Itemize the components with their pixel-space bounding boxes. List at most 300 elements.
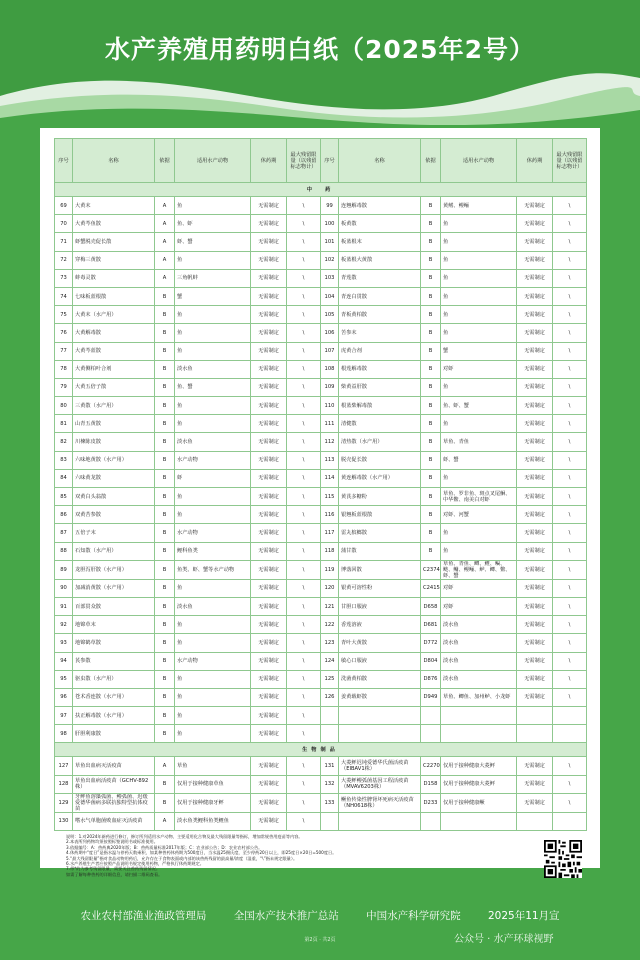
cell-withdrawal: 无需制定 [517, 793, 553, 812]
cell-index: 96 [55, 688, 73, 706]
note-line: 5.“最大残留限量”指对食品动物用药后，允许存在于食物表面或内部的该兽药残留的最高量/浓度（湿重，“\”指未规定限量）。 [66, 855, 298, 861]
cell-index: 86 [55, 506, 73, 524]
cell-name: 雷丸槟榔散 [339, 524, 421, 542]
cell-basis: C2374 [421, 560, 441, 579]
cell-species: 鱼 [175, 670, 251, 688]
cell-withdrawal: 无需制定 [517, 433, 553, 451]
cell-withdrawal: 无需制定 [517, 634, 553, 652]
cell-name: 柴黄益肝散 [339, 378, 421, 396]
cell-name: 根莲解毒散 [339, 360, 421, 378]
cell-withdrawal: 无需制定 [517, 306, 553, 324]
cell-withdrawal: 无需制定 [517, 360, 553, 378]
table-row [55, 506, 587, 524]
cell-withdrawal: 无需制定 [517, 342, 553, 360]
cell-mrl: \ [553, 287, 587, 305]
cell-species: 鱼 [175, 634, 251, 652]
cell-basis: B [421, 233, 441, 251]
cell-basis [421, 707, 441, 725]
cell-index: 103 [321, 269, 339, 287]
table-row [55, 269, 587, 287]
cell-index: 94 [55, 652, 73, 670]
cell-name: 川楝陈皮散 [73, 433, 155, 451]
cell-name: 山青五黄散 [73, 415, 155, 433]
cell-basis: D658 [421, 597, 441, 615]
cell-mrl: \ [287, 634, 321, 652]
cell-withdrawal: 无需制定 [517, 378, 553, 396]
cell-withdrawal: 无需制定 [517, 469, 553, 487]
cell-index: 99 [321, 197, 339, 215]
header-cell: 序号 [321, 139, 339, 183]
cell-basis: B [155, 488, 175, 506]
cell-name: 虾蟹脱壳促长散 [73, 233, 155, 251]
cell-withdrawal [517, 725, 553, 743]
cell-basis: B [155, 634, 175, 652]
note-line: 3.依据编号：A：兽药典2020年版；B：兽药质量标准2017年版；C：农业部公告；D：农业农村部公告。 [66, 844, 263, 850]
cell-name: 大黄末 [73, 197, 155, 215]
cell-withdrawal: 无需制定 [251, 233, 287, 251]
cell-basis: C2270 [421, 757, 441, 775]
cell-index: 69 [55, 197, 73, 215]
cell-species: 鱼 [175, 251, 251, 269]
cell-basis: C2415 [421, 579, 441, 597]
cell-mrl: \ [287, 524, 321, 542]
cell-basis: B [155, 725, 175, 743]
cell-index: 122 [321, 616, 339, 634]
cell-species: 鱼 [175, 306, 251, 324]
table-row [55, 378, 587, 396]
cell-basis: B [155, 378, 175, 396]
cell-name: 大菱鲆鳗弧菌基因工程活疫苗（MVAV6203株） [339, 775, 421, 793]
cell-withdrawal: 无需制定 [517, 616, 553, 634]
cell-mrl: \ [553, 269, 587, 287]
cell-species: 仅用于接种健康大菱鲆 [441, 775, 517, 793]
cell-mrl: \ [553, 433, 587, 451]
cell-withdrawal: 无需制定 [251, 324, 287, 342]
cell-mrl: \ [553, 560, 587, 579]
cell-index: 106 [321, 324, 339, 342]
cell-mrl: \ [553, 634, 587, 652]
cell-withdrawal: 无需制定 [251, 757, 287, 775]
cell-name: 蚌毒灵散 [73, 269, 155, 287]
cell-species: 鲤科鱼类 [175, 542, 251, 560]
cell-withdrawal: 无需制定 [251, 597, 287, 615]
cell-mrl: \ [553, 757, 587, 775]
cell-species: 蟹 [441, 342, 517, 360]
cell-withdrawal: 无需制定 [517, 415, 553, 433]
cell-basis: B [421, 197, 441, 215]
cell-basis: B [421, 342, 441, 360]
cell-withdrawal: 无需制定 [251, 579, 287, 597]
cell-mrl: \ [553, 506, 587, 524]
cell-mrl: \ [287, 415, 321, 433]
cell-withdrawal: 无需制定 [517, 775, 553, 793]
header-banner [0, 0, 640, 125]
cell-basis: B [155, 542, 175, 560]
cell-mrl: \ [287, 652, 321, 670]
cell-basis: B [421, 306, 441, 324]
cell-basis: B [155, 506, 175, 524]
cell-index: 76 [55, 324, 73, 342]
cell-mrl: \ [553, 415, 587, 433]
cell-index: 133 [321, 793, 339, 812]
table-row [55, 725, 587, 743]
footer [0, 908, 640, 923]
cell-species: 鱼 [441, 415, 517, 433]
cell-withdrawal: 无需制定 [517, 197, 553, 215]
cell-index: 120 [321, 579, 339, 597]
cell-withdrawal: 无需制定 [517, 287, 553, 305]
cell-index: 90 [55, 579, 73, 597]
cell-mrl: \ [553, 542, 587, 560]
cell-name: 百部贯众散 [73, 597, 155, 615]
cell-mrl: \ [287, 542, 321, 560]
cell-name: 草鱼出血病灭活疫苗 [73, 757, 155, 775]
cell-mrl: \ [287, 560, 321, 579]
cell-mrl: \ [287, 251, 321, 269]
cell-mrl [553, 707, 587, 725]
cell-name: 牙鲆鱼溶藻弧菌、鳗弧菌、迟缓爱德华菌病多联抗独特型抗体疫苗 [73, 793, 155, 812]
cell-basis: D681 [421, 616, 441, 634]
cell-index: 98 [55, 725, 73, 743]
cell-species [441, 707, 517, 725]
cell-withdrawal: 无需制定 [517, 757, 553, 775]
cell-species: 鱼 [441, 215, 517, 233]
cell-basis [421, 812, 441, 830]
cell-basis: B [421, 397, 441, 415]
notes-block [66, 834, 536, 877]
cell-withdrawal: 无需制定 [517, 324, 553, 342]
cell-withdrawal: 无需制定 [517, 652, 553, 670]
cell-basis: B [155, 616, 175, 634]
cell-species: 鱼 [441, 287, 517, 305]
cell-index: 71 [55, 233, 73, 251]
cell-index: 118 [321, 542, 339, 560]
cell-species: 三角帆蚌 [175, 269, 251, 287]
cell-withdrawal: 无需制定 [517, 233, 553, 251]
cell-basis: B [421, 524, 441, 542]
cell-species [441, 725, 517, 743]
table-row [55, 306, 587, 324]
cell-index: 113 [321, 451, 339, 469]
watermark: 公众号 · 水产环球视野 [454, 934, 554, 945]
cell-mrl: \ [287, 597, 321, 615]
cell-species: 草鱼、鲫鱼、加州鲈、小龙虾 [441, 688, 517, 706]
cell-mrl: \ [287, 197, 321, 215]
table-row [55, 215, 587, 233]
cell-name: 嗜水气单胞菌败血症灭活疫苗 [73, 812, 155, 830]
cell-index: 75 [55, 306, 73, 324]
cell-species: 鱼、虾 [175, 215, 251, 233]
cell-mrl: \ [553, 652, 587, 670]
cell-basis: B [155, 560, 175, 579]
cell-index: 83 [55, 451, 73, 469]
cell-species: 淡水鱼 [175, 433, 251, 451]
cell-basis: A [155, 757, 175, 775]
cell-withdrawal: 无需制定 [517, 524, 553, 542]
cell-species: 仅用于接种健康大菱鲆 [441, 757, 517, 775]
cell-mrl: \ [287, 306, 321, 324]
cell-mrl: \ [553, 469, 587, 487]
cell-withdrawal: 无需制定 [251, 670, 287, 688]
footer-org-2: 全国水产技术推广总站 [233, 910, 339, 922]
cell-index: 126 [321, 688, 339, 706]
cell-species: 鱼 [441, 324, 517, 342]
cell-basis: B [421, 542, 441, 560]
cell-species: 淡水鱼 [175, 360, 251, 378]
cell-basis: D772 [421, 634, 441, 652]
cell-name: 板蓝根末 [339, 233, 421, 251]
cell-withdrawal: 无需制定 [517, 560, 553, 579]
table-row [55, 793, 587, 812]
cell-basis: B [155, 775, 175, 793]
cell-species: 水产动物 [175, 524, 251, 542]
cell-basis: D158 [421, 775, 441, 793]
cell-index: 116 [321, 506, 339, 524]
header-cell: 名称 [339, 139, 421, 183]
cell-name: 七味板蓝根散 [73, 287, 155, 305]
header-cell: 最大残留限量（以残留标志物计） [287, 139, 321, 183]
cell-basis: B [421, 324, 441, 342]
cell-species: 鱼 [441, 251, 517, 269]
cell-mrl: \ [287, 812, 321, 830]
cell-species: 草鱼、青鱼、鲫、鲤、鳊、鲢、鳙、鳗鲡、鲈、鲫、鳖、虾、蟹 [441, 560, 517, 579]
cell-index: 73 [55, 269, 73, 287]
cell-species: 草鱼、青鱼 [441, 433, 517, 451]
cell-name: 清健散 [339, 415, 421, 433]
cell-mrl: \ [287, 506, 321, 524]
cell-name: 脱壳促长散 [339, 451, 421, 469]
cell-name: 板蓝根大黄散 [339, 251, 421, 269]
cell-mrl: \ [553, 215, 587, 233]
cell-basis: A [155, 269, 175, 287]
cell-name: 六味黄龙散 [73, 469, 155, 487]
cell-species: 鱼 [441, 524, 517, 542]
cell-name: 大黄侧柏叶合剂 [73, 360, 155, 378]
cell-name: 香莲溶液 [339, 616, 421, 634]
cell-withdrawal: 无需制定 [251, 251, 287, 269]
table-row [55, 342, 587, 360]
header-cell: 依据 [421, 139, 441, 183]
cell-name: 黄连解毒散（水产用） [339, 469, 421, 487]
cell-basis: B [421, 287, 441, 305]
cell-withdrawal: 无需制定 [251, 378, 287, 396]
cell-species: 鱼 [175, 616, 251, 634]
cell-species: 鱼 [441, 306, 517, 324]
header-cell: 名称 [73, 139, 155, 183]
cell-basis: B [421, 215, 441, 233]
table-row [55, 688, 587, 706]
cell-withdrawal: 无需制定 [251, 506, 287, 524]
cell-basis: B [155, 324, 175, 342]
note-line: 2.本表所列药物均须按照标签说明书或标准使用。 [66, 839, 158, 845]
cell-species: 鱼 [175, 725, 251, 743]
cell-species: 虾、蟹 [175, 233, 251, 251]
cell-name: 虎黄合剂 [339, 342, 421, 360]
cell-withdrawal: 无需制定 [251, 812, 287, 830]
cell-species: 鱼 [441, 233, 517, 251]
cell-name: 地锦鹤草散 [73, 634, 155, 652]
cell-withdrawal: 无需制定 [251, 793, 287, 812]
qr-code-icon[interactable] [544, 840, 582, 878]
cell-index: 93 [55, 634, 73, 652]
cell-name: 青板黄柏散 [339, 306, 421, 324]
cell-mrl: \ [287, 725, 321, 743]
cell-index: 70 [55, 215, 73, 233]
cell-name: 肝胆利康散 [73, 725, 155, 743]
cell-withdrawal: 无需制定 [517, 542, 553, 560]
cell-index: 107 [321, 342, 339, 360]
cell-withdrawal: 无需制定 [251, 652, 287, 670]
header-cell: 序号 [55, 139, 73, 183]
cell-index: 105 [321, 306, 339, 324]
cell-withdrawal: 无需制定 [251, 215, 287, 233]
cell-withdrawal: 无需制定 [251, 342, 287, 360]
cell-name: 博落回散 [339, 560, 421, 579]
cell-index [321, 812, 339, 830]
cell-index: 114 [321, 469, 339, 487]
cell-index: 84 [55, 469, 73, 487]
cell-index: 100 [321, 215, 339, 233]
cell-withdrawal: 无需制定 [517, 269, 553, 287]
cell-index: 74 [55, 287, 73, 305]
cell-name: 双黄苦参散 [73, 506, 155, 524]
table-row [55, 579, 587, 597]
cell-withdrawal: 无需制定 [251, 707, 287, 725]
header-cell: 适用水产动物 [441, 139, 517, 183]
cell-mrl: \ [553, 579, 587, 597]
cell-name: 蒲甘散 [339, 542, 421, 560]
cell-mrl: \ [553, 488, 587, 506]
cell-name [339, 707, 421, 725]
cell-index [321, 725, 339, 743]
table-row [55, 775, 587, 793]
table-row [55, 197, 587, 215]
cell-name [339, 812, 421, 830]
table-row [55, 451, 587, 469]
cell-basis: B [421, 415, 441, 433]
cell-mrl: \ [287, 616, 321, 634]
cell-name: 银黄可溶性粉 [339, 579, 421, 597]
cell-mrl: \ [287, 433, 321, 451]
cell-index: 130 [55, 812, 73, 830]
cell-species: 鱼 [175, 688, 251, 706]
cell-species: 鱼 [441, 269, 517, 287]
cell-species: 鱼 [175, 488, 251, 506]
cell-basis [421, 725, 441, 743]
cell-mrl: \ [553, 342, 587, 360]
cell-basis: B [155, 597, 175, 615]
cell-name: 连翘解毒散 [339, 197, 421, 215]
cell-index: 119 [321, 560, 339, 579]
cell-name: 草鱼出血病活疫苗（GCHV-892株） [73, 775, 155, 793]
cell-species: 淡水鱼 [441, 634, 517, 652]
cell-name: 苍术香连散（水产用） [73, 688, 155, 706]
cell-basis: B [155, 579, 175, 597]
cell-withdrawal: 无需制定 [251, 269, 287, 287]
cell-index: 108 [321, 360, 339, 378]
cell-mrl: \ [553, 775, 587, 793]
cell-index: 102 [321, 251, 339, 269]
cell-mrl: \ [287, 775, 321, 793]
cell-index: 121 [321, 597, 339, 615]
section-heading-chinese-medicine: 中 药 [55, 183, 587, 197]
cell-index: 131 [321, 757, 339, 775]
cell-withdrawal: 无需制定 [251, 451, 287, 469]
header-cell: 最大残留限量（以残留标志物计） [553, 139, 587, 183]
cell-mrl: \ [553, 197, 587, 215]
cell-mrl: \ [287, 688, 321, 706]
cell-withdrawal: 无需制定 [251, 287, 287, 305]
cell-species: 淡水鱼 [441, 616, 517, 634]
note-line: 6.水产养殖生产者应按照产品说明书规定使用药物，严格执行休药期规定。 [66, 861, 204, 867]
section-heading-biological: 生物制品 [55, 743, 587, 757]
cell-species: 虾 [175, 469, 251, 487]
cell-species: 淡水鱼 [441, 670, 517, 688]
note-line: 7.带*的为参考残留限量，需要关注兽药残留情况。 [66, 866, 161, 872]
cell-name: 青连白贯散 [339, 287, 421, 305]
cell-basis: D876 [421, 670, 441, 688]
cell-species: 鱼 [175, 707, 251, 725]
header-cell: 休药期 [251, 139, 287, 183]
cell-index: 104 [321, 287, 339, 305]
drug-table-container [54, 138, 586, 831]
cell-species: 淡水鱼 [441, 652, 517, 670]
header-cell: 依据 [155, 139, 175, 183]
cell-species: 鱼 [441, 469, 517, 487]
cell-species: 草鱼 [175, 757, 251, 775]
cell-mrl: \ [287, 670, 321, 688]
cell-name: 穿梅三黄散 [73, 251, 155, 269]
table-row [55, 597, 587, 615]
cell-withdrawal: 无需制定 [251, 415, 287, 433]
cell-mrl: \ [287, 324, 321, 342]
cell-name: 大菱鲆迟钝爱德华氏菌活疫苗（EIBAV1株） [339, 757, 421, 775]
cell-species: 对虾 [441, 360, 517, 378]
cell-name: 清热散（水产用） [339, 433, 421, 451]
page-number: 第2页 · 共2页 [304, 937, 336, 943]
cell-name: 苦参末 [339, 324, 421, 342]
cell-basis: B [421, 378, 441, 396]
footer-org-3: 中国水产科学研究院 [366, 910, 461, 922]
cell-species: 鱼、虾、蟹 [441, 397, 517, 415]
cell-basis: B [155, 360, 175, 378]
table-header-row [55, 139, 587, 183]
cell-basis: D949 [421, 688, 441, 706]
cell-mrl: \ [553, 688, 587, 706]
cell-basis: B [421, 433, 441, 451]
cell-withdrawal: 无需制定 [251, 688, 287, 706]
cell-mrl: \ [287, 793, 321, 812]
table-row [55, 287, 587, 305]
note-line: 4.休药期中“度日”是指水温与停药天数乘积，如某种兽药休药期为500度日，当水温25摄氏度，至少停药20日以上，即25度日×20日=500度日。 [66, 850, 337, 856]
cell-name: 石知散（水产用） [73, 542, 155, 560]
cell-index: 95 [55, 670, 73, 688]
cell-basis: B [155, 793, 175, 812]
cell-name: 龙胆泻肝散（水产用） [73, 560, 155, 579]
cell-species: 仅用于接种健康鳜 [441, 793, 517, 812]
cell-name: 青莲散 [339, 269, 421, 287]
cell-mrl: \ [287, 342, 321, 360]
cell-species: 蟹 [175, 287, 251, 305]
cell-mrl: \ [287, 579, 321, 597]
table-row [55, 488, 587, 506]
cell-species: 对虾 [441, 579, 517, 597]
cell-name: 驱虫散（水产用） [73, 670, 155, 688]
header-cell: 休药期 [517, 139, 553, 183]
cell-index: 79 [55, 378, 73, 396]
cell-name: 双黄白头翁散 [73, 488, 155, 506]
cell-name: 青叶大黄散 [339, 634, 421, 652]
